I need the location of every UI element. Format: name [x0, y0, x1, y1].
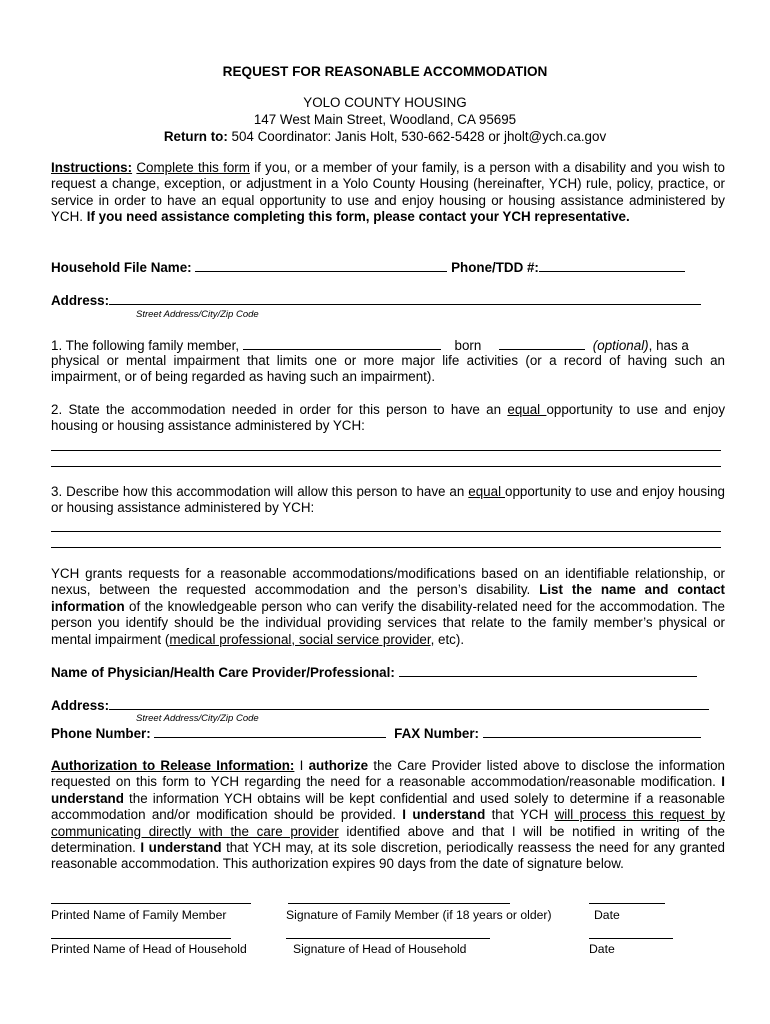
- signature-head-label: Signature of Head of Household: [293, 942, 467, 956]
- provider-name-row: [51, 664, 697, 680]
- q2-answer-line-1[interactable]: [51, 450, 721, 451]
- provider-address-row: [51, 697, 709, 713]
- form-title: REQUEST FOR REASONABLE ACCOMMODATION: [222, 64, 548, 79]
- grants-paragraph: [51, 566, 725, 648]
- grants-underlined: medical professional, social service provider: [169, 631, 431, 647]
- printed-member-label: Printed Name of Family Member: [51, 908, 227, 922]
- phone-tdd-field[interactable]: [539, 259, 685, 272]
- instructions-label: Instructions:: [51, 160, 133, 175]
- household-address-field[interactable]: [109, 292, 701, 305]
- provider-phone-field[interactable]: [154, 725, 386, 738]
- org-address: 147 West Main Street, Woodland, CA 95695: [253, 112, 517, 127]
- provider-name-label: Name of Physician/Health Care Provider/Professional:: [51, 665, 395, 680]
- question-2: [51, 402, 725, 435]
- instructions-text: if you, or a member of your family, is a person with a disability and you wish to request a change, exception, or adjustment in a Yolo County Housing (hereinafter, YCH) rule, policy, practice, or service in order to have an equal opportunity to use and enjoy housing or housing assistance administered by YCH.: [51, 160, 726, 225]
- signature-member-label: Signature of Family Member (if 18 years or older): [286, 908, 552, 922]
- q2-equal: equal: [507, 402, 547, 417]
- provider-address-label: Address:: [51, 698, 110, 713]
- family-member-field[interactable]: [243, 337, 441, 350]
- authorization-label: Authorization to Release Information:: [51, 758, 295, 773]
- grants-text-3: , etc).: [430, 631, 465, 647]
- instructions-paragraph: [51, 160, 725, 226]
- q2-text-a: 2. State the accommodation needed in order for this person to have an: [51, 402, 508, 417]
- household-file-field[interactable]: [195, 259, 447, 272]
- q3-equal: equal: [468, 484, 505, 499]
- grants-bold: List the name and contact information: [51, 582, 725, 614]
- household-file-row: [51, 259, 685, 275]
- auth-b2: I understand: [51, 774, 725, 806]
- question-1-rest: physical or mental impairment that limits one or more major life activities (or a record of having such an impairment, or of being regarded as having such an impairment).: [51, 353, 725, 385]
- provider-fax-field[interactable]: [483, 725, 701, 738]
- household-address-hint: Street Address/City/Zip Code: [136, 309, 259, 320]
- q2-answer-line-2[interactable]: [51, 466, 721, 467]
- instructions-link: Complete this form: [136, 160, 250, 175]
- auth-b4: I understand: [140, 840, 222, 856]
- q1-born: born: [454, 338, 482, 353]
- auth-t1: I: [294, 758, 309, 773]
- authorization-paragraph: [51, 758, 725, 873]
- q1-optional: (optional): [592, 338, 649, 353]
- org-name: YOLO COUNTY HOUSING: [303, 95, 467, 110]
- auth-t3: the information YCH obtains will be kept confidential and used solely to determine if a reasonable accommodation and/or modification should be provided.: [51, 790, 725, 823]
- printed-head-line[interactable]: [51, 938, 231, 939]
- date1-label: Date: [594, 908, 620, 922]
- provider-phone-label: Phone Number:: [51, 726, 151, 741]
- provider-address-field[interactable]: [109, 697, 709, 710]
- grants-text-1: YCH grants requests for a reasonable accommodations/modifications based on an identifiable relationship, or nexus, between the requested accommodation and the person’s disability.: [51, 566, 725, 598]
- return-to-line: [0, 129, 770, 144]
- signature-member-line[interactable]: [288, 903, 510, 904]
- question-3: [51, 484, 725, 517]
- phone-tdd-label: Phone/TDD #:: [451, 260, 539, 275]
- q1-prefix: 1. The following family member,: [51, 338, 240, 353]
- provider-phone-row: [51, 725, 701, 741]
- born-date-field[interactable]: [499, 337, 585, 350]
- household-address-label: Address:: [51, 293, 110, 308]
- date2-label: Date: [589, 942, 615, 956]
- grants-text-2: of the knowledgeable person who can verify the disability-related need for the accommodation. The person you identify should be the individual providing services that relate to the family member’s physical or mental impairment (: [51, 598, 725, 647]
- instructions-assistance: If you need assistance completing this form, please contact your YCH representative.: [86, 209, 630, 225]
- q3-text-a: 3. Describe how this accommodation will allow this person to have an: [51, 484, 469, 499]
- auth-t4: that YCH: [485, 807, 555, 823]
- q3-answer-line-2[interactable]: [51, 547, 721, 548]
- household-file-label: Household File Name:: [51, 260, 192, 275]
- question-1-line1: [51, 337, 725, 353]
- provider-fax-label: FAX Number:: [394, 726, 479, 741]
- auth-b3: I understand: [402, 807, 486, 823]
- provider-address-hint: Street Address/City/Zip Code: [136, 713, 259, 724]
- printed-head-label: Printed Name of Head of Household: [51, 942, 247, 956]
- household-address-row: [51, 292, 701, 308]
- date2-line[interactable]: [589, 938, 673, 939]
- auth-t6: that YCH may, at its sole discretion, periodically reassess the need for any granted reasonable accommodation. This authorization expires 90 days from the date of signature below.: [51, 840, 726, 872]
- signature-head-line[interactable]: [286, 938, 490, 939]
- q3-answer-line-1[interactable]: [51, 531, 721, 532]
- return-to-label: Return to:: [163, 129, 228, 144]
- provider-name-field[interactable]: [399, 664, 697, 677]
- q1-has-a: , has a: [648, 338, 689, 353]
- q3-text-b: opportunity to use and enjoy housing or housing assistance administered by YCH:: [51, 484, 726, 516]
- auth-u1: will process this request by communicating directly with the care provider: [51, 807, 725, 839]
- auth-t2: the Care Provider listed above to disclose the information requested on this form to YCH regarding the need for a reasonable accommodation/reasonable modification.: [51, 758, 725, 790]
- auth-t5: identified above and that I will be notified in writing of the determination.: [51, 823, 725, 856]
- auth-b1: authorize: [308, 758, 369, 773]
- date1-line[interactable]: [589, 903, 665, 904]
- q2-text-b: opportunity to use and enjoy housing or housing assistance administered by YCH:: [51, 402, 726, 434]
- printed-member-line[interactable]: [51, 903, 251, 904]
- return-to-value: 504 Coordinator: Janis Holt, 530-662-5428 or jholt@ych.ca.gov: [231, 129, 607, 144]
